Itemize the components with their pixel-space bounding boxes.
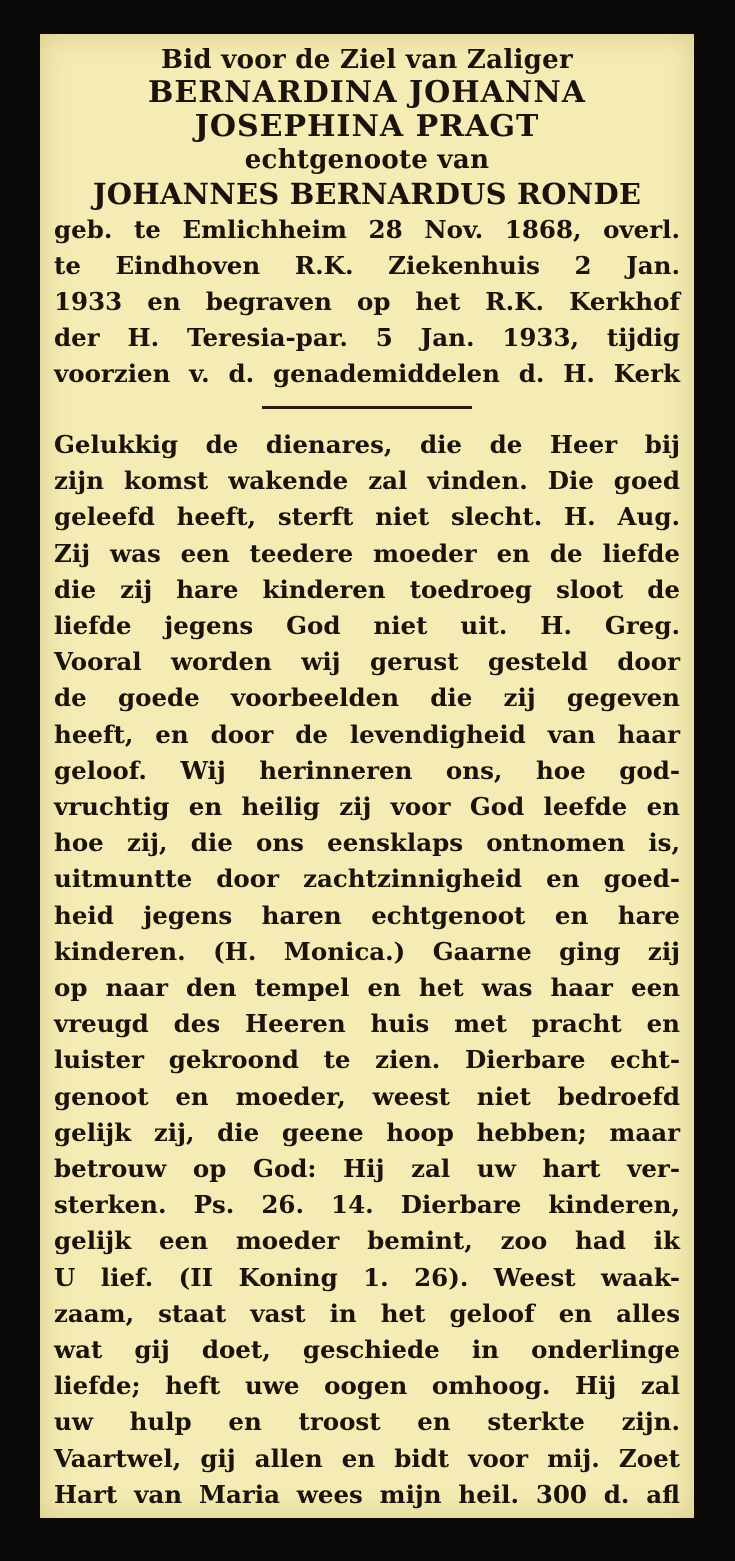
text-line: geleefd heeft, sterft niet slecht. H. Aug. xyxy=(54,502,680,532)
text-line: sterken. Ps. 26. 14. Dierbare kinderen, xyxy=(54,1190,680,1220)
text-line: zijn komst wakende zal vinden. Die goed xyxy=(54,466,680,496)
memorial-text xyxy=(54,427,680,1513)
text-line: betrouw op God: Hij zal uw hart ver- xyxy=(54,1154,680,1184)
text-line: hoe zij, die ons eensklaps ontnomen is, xyxy=(54,828,680,858)
text-line: Vaartwel, gij allen en bidt voor mij. Zoet xyxy=(54,1443,680,1473)
text-line: uw hulp en troost en sterkte zijn. xyxy=(54,1407,680,1437)
deceased-names-surname: JOSEPHINA PRAGT xyxy=(194,109,540,144)
text-line: wat gij doet, geschiede in onderlinge xyxy=(54,1335,680,1365)
text-line: geloof. Wij herinneren ons, hoe god- xyxy=(54,755,680,785)
text-line: vreugd des Heeren huis met pracht en xyxy=(54,1009,680,1039)
text-line: die zij hare kinderen toedroeg sloot de xyxy=(54,574,680,604)
text-line: de goede voorbeelden die zij gegeven xyxy=(54,683,680,713)
text-line: Zij was een teedere moeder en de liefde xyxy=(54,538,680,568)
text-line: Hart van Maria wees mijn heil. 300 d. afl xyxy=(54,1479,680,1509)
detail-line: te Eindhoven R.K. Ziekenhuis 2 Jan. xyxy=(54,251,680,280)
text-line: luister gekroond te zien. Dierbare echt- xyxy=(54,1045,680,1075)
detail-line: geb. te Emlichheim 28 Nov. 1868, overl. xyxy=(54,215,680,244)
spouse-relation: echtgenoote van xyxy=(244,145,490,175)
memorial-card xyxy=(40,34,694,1518)
text-line: gelijk een moeder bemint, zoo had ik xyxy=(54,1226,680,1256)
text-line: U lief. (II Koning 1. 26). Weest waak- xyxy=(54,1262,680,1292)
text-line: genoot en moeder, weest niet bedroefd xyxy=(54,1081,680,1111)
detail-line: der H. Teresia-par. 5 Jan. 1933, tijdig xyxy=(54,323,680,352)
card-heading xyxy=(54,44,680,212)
text-line: op naar den tempel en het was haar een xyxy=(54,973,680,1003)
text-line: liefde jegens God niet uit. H. Greg. xyxy=(54,611,680,641)
prayer-invocation: Bid voor de Ziel van Zaliger xyxy=(160,45,574,75)
detail-line: 1933 en begraven op het R.K. Kerkhof xyxy=(54,287,680,316)
text-line: heeft, en door de levendigheid van haar xyxy=(54,719,680,749)
text-line: liefde; heft uwe oogen omhoog. Hij zal xyxy=(54,1371,680,1401)
text-line: Gelukkig de dienares, die de Heer bij xyxy=(54,430,680,459)
text-line: uitmuntte door zachtzinnigheid en goed- xyxy=(54,864,680,894)
text-line: kinderen. (H. Monica.) Gaarne ging zij xyxy=(54,936,680,966)
detail-line: voorzien v. d. genademiddelen d. H. Kerk xyxy=(54,359,680,388)
text-line: gelijk zij, die geene hoop hebben; maar xyxy=(54,1117,680,1147)
divider-rule xyxy=(262,406,472,409)
text-line: Vooral worden wij gerust gesteld door xyxy=(54,647,680,677)
deceased-first-names: BERNARDINA JOHANNA xyxy=(147,75,587,110)
life-details xyxy=(54,212,680,392)
text-line: vruchtig en heilig zij voor God leefde en xyxy=(54,792,680,822)
text-line: heid jegens haren echtgenoot en hare xyxy=(54,900,680,930)
spouse-name: JOHANNES BERNARDUS RONDE xyxy=(92,177,642,211)
text-line: zaam, staat vast in het geloof en alles xyxy=(54,1298,680,1328)
